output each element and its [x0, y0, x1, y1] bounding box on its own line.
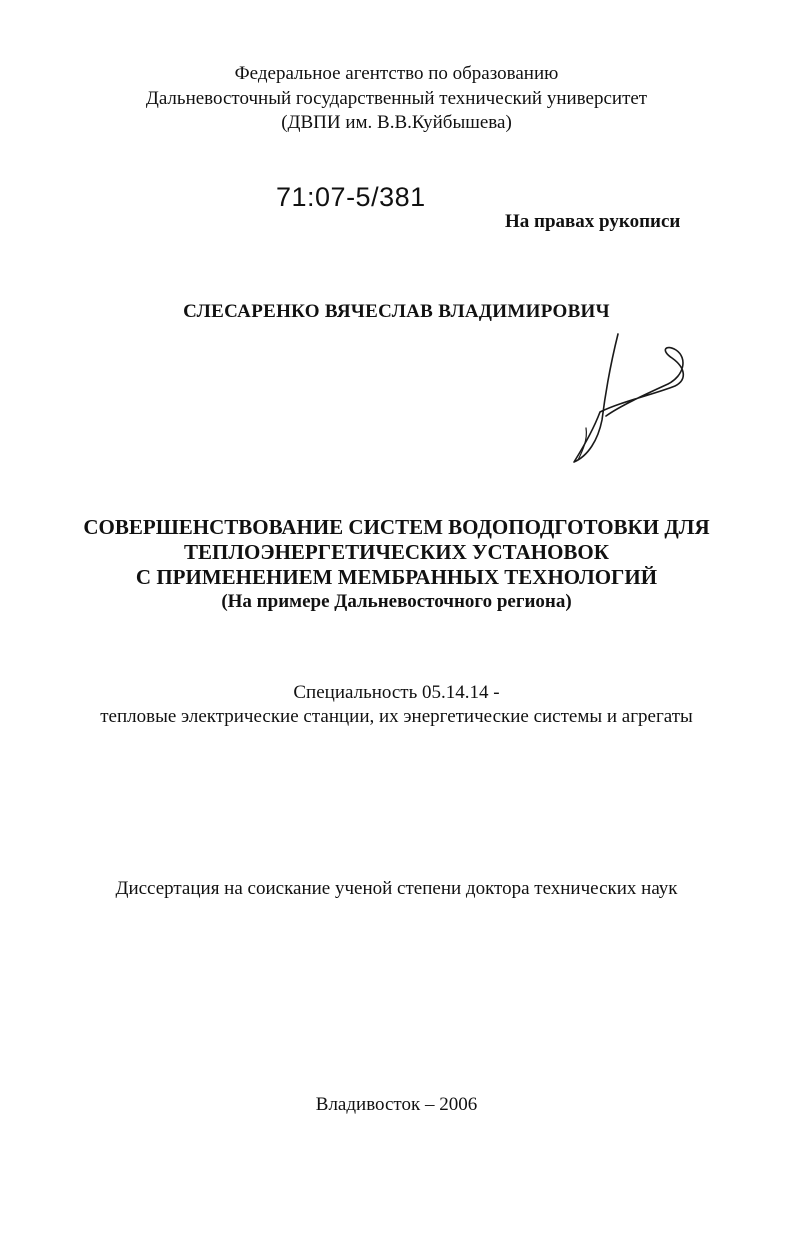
specialty-code: Специальность 05.14.14 - — [293, 682, 500, 703]
institution-abbreviation: (ДВПИ им. В.В.Куйбышева) — [281, 112, 512, 133]
title-line-3: С ПРИМЕНЕНИЕМ МЕМБРАННЫХ ТЕХНОЛОГИЙ — [135, 565, 658, 589]
place-year: Владивосток – 2006 — [315, 1094, 478, 1115]
degree-statement: Диссертация на соискание ученой степени доктора технических наук — [115, 878, 678, 899]
rights-note: На правах рукописи — [505, 211, 681, 232]
title-subtitle: (На примере Дальневосточного региона) — [221, 591, 572, 612]
title-line-2: ТЕПЛОЭНЕРГЕТИЧЕСКИХ УСТАНОВОК — [184, 540, 609, 564]
institution-university: Дальневосточный государственный технический университет — [145, 88, 648, 109]
institution-agency: Федеральное агентство по образованию — [234, 63, 559, 84]
stamp-code: 71:07-5/381 — [276, 182, 426, 212]
specialty-description: тепловые электрические станции, их энергетические системы и агрегаты — [100, 706, 693, 727]
signature-icon — [560, 328, 695, 468]
author-name: СЛЕСАРЕНКО ВЯЧЕСЛАВ ВЛАДИМИРОВИЧ — [183, 301, 610, 322]
title-line-1: СОВЕРШЕНСТВОВАНИЕ СИСТЕМ ВОДОПОДГОТОВКИ ДЛЯ — [83, 515, 710, 539]
